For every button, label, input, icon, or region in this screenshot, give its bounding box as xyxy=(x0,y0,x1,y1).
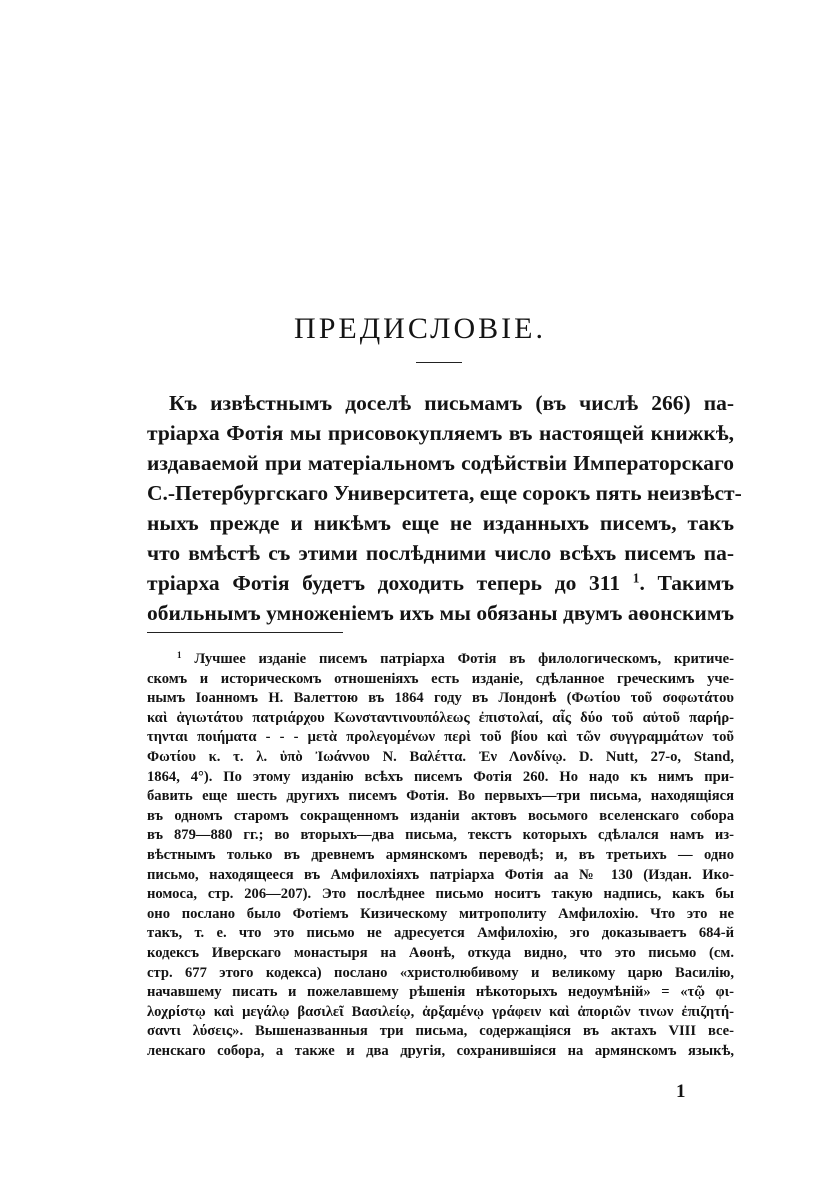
footnote-line: такъ, т. е. что это письмо не адресуется Амфилохію, эго доказываетъ 684-й xyxy=(147,925,734,942)
footnote-line: вѣстнымъ только въ древнемъ армянскомъ переводѣ; и, въ третьихъ — одно xyxy=(147,846,734,863)
title-divider xyxy=(416,362,462,363)
footnote-line: σαντι λύσεις». Вышеназванныя три письма, содержащіяся въ актахъ VIII все- xyxy=(147,1023,734,1040)
footnote-reference: 1 xyxy=(632,570,640,586)
footnote-line: нымъ Іоанномъ Н. Валеттою въ 1864 году въ Лондонѣ (Φωτίου τοῦ σοφωτάτου xyxy=(147,690,734,707)
footnote-line: бавить еще шесть другихъ писемъ Фотія. Во первыхъ—три письма, находящіяся xyxy=(147,788,734,805)
footnote-line: καὶ ἁγιωτάτου πατριάρχου Κωνσταντινουπόλεως ἐπιστολαί, αἷς δύο τοῦ αὐτοῦ παρήρ- xyxy=(147,709,734,726)
footnote-line: въ одномъ старомъ сокращенномъ изданіи актовъ восьмого вселенскаго собора xyxy=(147,807,734,824)
footnote xyxy=(147,650,734,1061)
body-line: издаваемой при матеріальномъ содѣйствіи Императорскаго xyxy=(147,451,734,475)
footnote-line: скомъ и историческомъ отношеніяхъ есть изданіе, сдѣланное греческимъ уче- xyxy=(147,670,734,687)
footnote-line: въ 879—880 гг.; во вторыхъ—два письма, текстъ которыхъ сдѣлался намъ из- xyxy=(147,827,734,844)
footnote-line: 1864, 4°). По этому изданію всѣхъ писемъ Фотія 260. Но надо къ нимъ при- xyxy=(147,768,734,785)
footnote-line: кодексъ Иверскаго монастыря на Аѳонѣ, откуда видно, что это письмо (см. xyxy=(147,944,734,961)
footnote-line: λοχρίστῳ καὶ μεγάλῳ βασιλεῖ Βασιλείῳ, ἀρξαμένῳ γράφειν καὶ ἀποριῶν τινων ἐπιζητή- xyxy=(147,1003,734,1020)
footnote-line: письмо, находящееся въ Амфилохіяхъ патріарха Фотія аа № 130 (Издан. Ико- xyxy=(147,866,734,883)
footnote-line: стр. 677 этого кодекса) послано «христолюбивому и великому царю Василію, xyxy=(147,964,734,981)
footnote-line: τηνται ποιήματα - - - μετὰ προλεγομένων περὶ τοῦ βίου καὶ τῶν συγγραμμάτων τοῦ xyxy=(147,729,734,746)
body-line: обильнымъ умноженіемъ ихъ мы обязаны двумъ аѳонскимъ xyxy=(147,601,734,625)
footnote-marker: 1 xyxy=(177,650,182,661)
body-paragraph xyxy=(147,388,742,628)
footnote-line: ленскаго собора, а также и два другія, сохранившіяся на армянскомъ языкѣ, xyxy=(147,1042,734,1059)
body-line: Къ извѣстнымъ доселѣ письмамъ (въ числѣ 266) па- xyxy=(169,391,734,415)
page-title: ПРЕДИСЛОВІЕ. xyxy=(294,312,546,345)
footnote-line: Φωτίου κ. τ. λ. ὑπὸ Ἰωάννου Ν. Βαλέττα. Ἐν Λονδίνῳ. D. Nutt, 27-o, Stand, xyxy=(147,748,734,765)
page-number: 1 xyxy=(676,1081,686,1102)
body-line: тріарха Фотія мы присовокупляемъ въ настоящей книжкѣ, xyxy=(147,421,734,445)
body-line: тріарха Фотія будетъ доходить теперь до 311 $^1$. Такимъ xyxy=(147,570,735,595)
footnote-separator xyxy=(147,632,343,633)
body-line: что вмѣстѣ съ этими послѣдними число всѣхъ писемъ па- xyxy=(147,541,734,565)
footnote-line: оно послано было Фотіемъ Кизическому митрополиту Амфилохію. Что это не xyxy=(147,905,734,922)
footnote-line: начавшему писать и пожелавшему рѣшенія нѣкоторыхъ недоумѣній» = «τῷ φι- xyxy=(147,984,734,1001)
footnote-line: номоса, стр. 206—207). Это послѣднее письмо носитъ такую надпись, какъ бы xyxy=(147,886,734,903)
footnote-line: $^1$ Лучшее изданіе писемъ патріарха Фотія въ филологическомъ, критиче- xyxy=(177,650,734,667)
body-line: С.-Петербургскаго Университета, еще сорокъ пять неизвѣст- xyxy=(147,481,742,505)
body-line: ныхъ прежде и никѣмъ еще не изданныхъ писемъ, такъ xyxy=(147,511,734,535)
